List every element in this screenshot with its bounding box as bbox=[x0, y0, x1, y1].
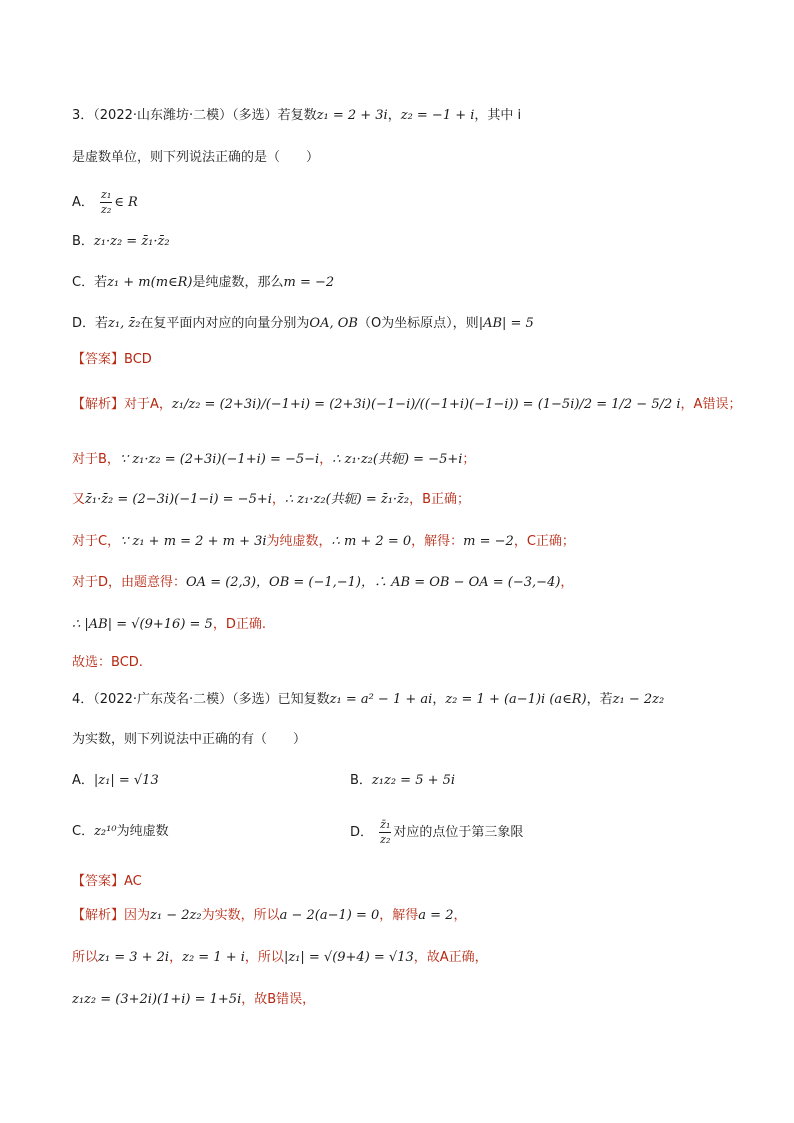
q3-analysis-line6: ∴ |AB| = √(9+16) = 5，D正确. bbox=[72, 617, 266, 632]
q4-stem-head: 4．（2022·广东茂名·二模）（多选）已知复数 bbox=[72, 692, 330, 707]
q3-option-b-expr: z₁·z₂ = z̄₁·z̄₂ bbox=[93, 234, 170, 249]
q4-analysis-line2: 所以z₁ = 3 + 2i，z₂ = 1 + i，所以|z₁| = √(9+4) = √13，故A正确， bbox=[72, 950, 488, 965]
q3-z1-def: z₁ = 2 + 3i bbox=[316, 108, 388, 123]
q4-option-c: C．z₂¹⁰为纯虚数 bbox=[72, 824, 169, 839]
analysis-label: 【解析】 bbox=[72, 397, 125, 412]
answer-value: AC bbox=[124, 874, 142, 889]
q3-analysis-line2: 对于B，∵ z₁·z₂ = (2+3i)(−1+i) = −5−i，∴ z₁·z₂(共轭) = −5+i； bbox=[72, 452, 476, 467]
q3-answer bbox=[72, 350, 152, 370]
q4-stem-line2: 为实数，则下列说法中正确的有（ ） bbox=[72, 732, 307, 747]
q4-analysis-line3: z₁z₂ = (3+2i)(1+i) = 1+5i，故B错误， bbox=[72, 992, 316, 1007]
q3-analysis-line5: 对于D，由题意得：OA = (2,3)，OB = (−1,−1)，∴ AB = OB − OA = (−3,−4)， bbox=[72, 575, 574, 590]
analysis-label: 【解析】 bbox=[72, 908, 125, 923]
q3-z2-def: z₂ = −1 + i bbox=[400, 108, 475, 123]
q4-stem-line1: 4．（2022·广东茂名·二模）（多选）已知复数z₁ = a² − 1 + ai，z₂ = 1 + (a−1)i (a∈R)，若z₁ − 2z₂ bbox=[72, 692, 665, 707]
q3-stem-line2: 是虚数单位，则下列说法正确的是（ ） bbox=[72, 150, 320, 165]
q3-option-c: C．若z₁ + m(m∈R)是纯虚数，那么m = −2 bbox=[72, 275, 335, 290]
q4-analysis-line1: 【解析】因为z₁ − 2z₂为实数，所以a − 2(a−1) = 0，解得a = 2， bbox=[72, 908, 467, 923]
q3-stem-head: 3．（2022·山东潍坊·二模）（多选）若复数 bbox=[72, 108, 317, 123]
q3-conclusion: 故选：BCD. bbox=[72, 655, 143, 670]
q3-stem-tail: ，其中 i bbox=[474, 108, 522, 123]
answer-label: 【答案】 bbox=[72, 874, 125, 889]
q3-analysis-line3: 又z̄₁·z̄₂ = (2−3i)(−1−i) = −5+i，∴ z₁·z₂(共轭) = z̄₁·z̄₂，B正确； bbox=[72, 492, 471, 507]
q3-option-a-fraction: $\frac{\text{z₁}}{\text{z₂}}$ bbox=[101, 188, 112, 216]
q3-analysis-line1: 【解析】对于A，z₁/z₂ = (2+3i)/(−1+i) = (2+3i)(−1−i)/((−1+i)(−1−i)) = (1−5i)/2 = 1/2 − 5/2 i，A错误； bbox=[72, 397, 742, 412]
answer-value: BCD bbox=[124, 352, 152, 367]
q3-stem-line1: 3．（2022·山东潍坊·二模）（多选）若复数z₁ = 2 + 3i，z₂ = −1 + i，其中 i bbox=[72, 108, 522, 123]
q3-option-d: D．若z₁, z̄₂在复平面内对应的向量分别为OA, OB（O为坐标原点），则|AB| = 5 bbox=[72, 316, 534, 331]
q4-option-b: B．z₁z₂ = 5 + 5i bbox=[350, 773, 456, 788]
q4-option-d-fraction: $\frac{\text{z̄₁}}{\text{z₂}}$ bbox=[380, 818, 391, 846]
q3-analysis-a-expr: z₁/z₂ = (2+3i)/(−1+i) = (2+3i)(−1−i)/((−1+i)(−1−i)) = (1−5i)/2 = 1/2 − 5/2 i bbox=[171, 397, 681, 412]
q4-option-d: D． $\frac{\text{z̄₁}}{\text{z₂}}$ 对应的点位于第三象限 bbox=[350, 818, 524, 846]
q3-analysis-line4: 对于C，∵ z₁ + m = 2 + m + 3i为纯虚数，∴ m + 2 = 0，解得：m = −2，C正确； bbox=[72, 534, 575, 549]
q4-answer bbox=[72, 872, 142, 892]
q3-option-a: A． $\frac{\text{z₁}}{\text{z₂}}$ ∈ R bbox=[72, 188, 138, 216]
q3-option-b: B．z₁·z₂ = z̄₁·z̄₂ bbox=[72, 234, 170, 249]
q4-option-a: A．|z₁| = √13 bbox=[72, 773, 159, 788]
answer-label: 【答案】 bbox=[72, 352, 125, 367]
q3-option-d-vectors: OA, OB bbox=[309, 316, 358, 331]
